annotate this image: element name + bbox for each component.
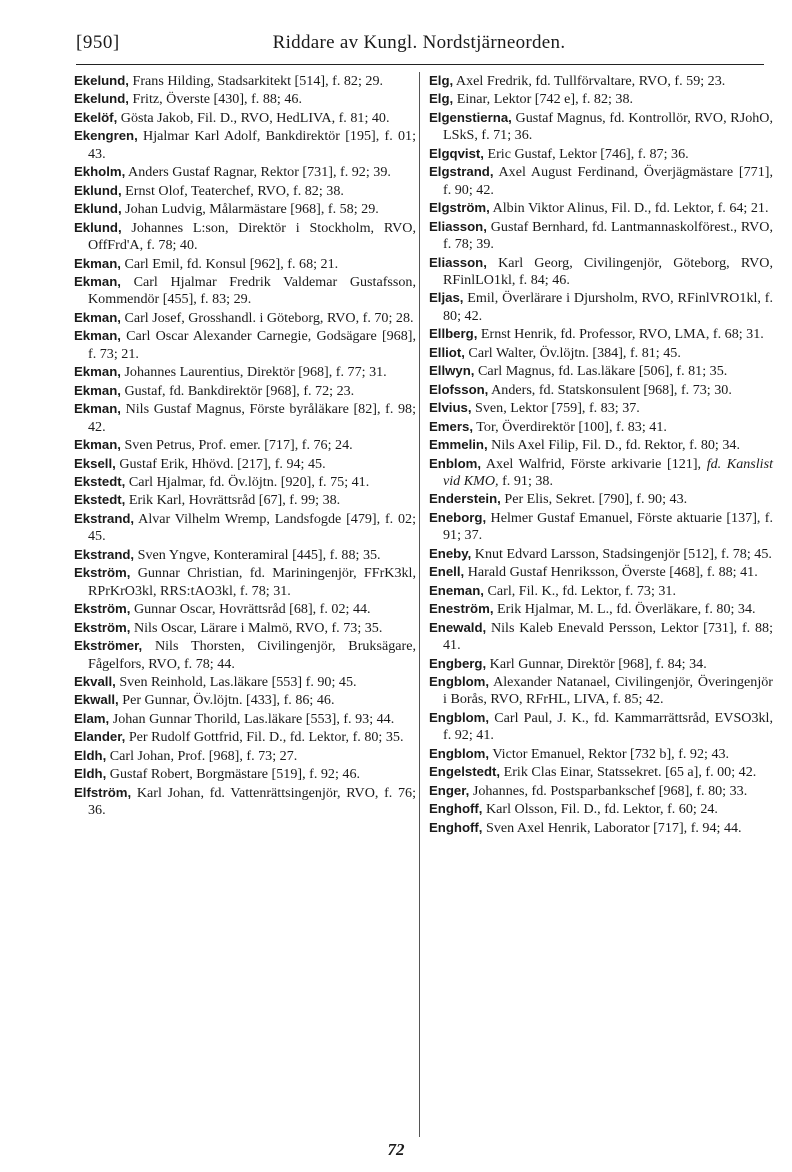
register-entry: [429, 563, 773, 581]
register-entry: [74, 127, 416, 163]
entry-details: Karl Gunnar, Direktör [968], f. 84; 34.: [486, 655, 707, 672]
column-divider: [419, 72, 420, 1137]
entry-surname: Eklund,: [74, 219, 122, 235]
entry-surname: Engberg,: [429, 655, 487, 671]
register-entry: [429, 381, 773, 399]
entry-surname: Ekstedt,: [74, 492, 126, 508]
register-entry: [429, 436, 773, 454]
entry-details: Gösta Jakob, Fil. D., RVO, HedLIVA, f. 81; 40.: [117, 109, 390, 126]
register-entry: [74, 546, 416, 564]
entry-surname: Eldh,: [74, 747, 107, 763]
entry-details: Harald Gustaf Henriksson, Överste [468], f. 88; 41.: [464, 564, 758, 581]
entry-surname: Ekholm,: [74, 164, 126, 180]
entry-details: Carl Josef, Grosshandl. i Göteborg, RVO, f. 70; 28.: [120, 309, 414, 326]
register-entry: [74, 455, 416, 473]
entry-surname: Ekstrand,: [74, 510, 135, 526]
entry-surname: Enblom,: [429, 455, 482, 471]
entry-surname: Eneby,: [429, 545, 472, 561]
entry-surname: Eliasson,: [429, 218, 487, 234]
register-entry: [74, 182, 416, 200]
entry-details: Carl Hjalmar, fd. Öv.löjtn. [920], f. 75; 41.: [125, 473, 370, 490]
entry-surname: Eljas,: [429, 290, 464, 306]
register-entry: [74, 90, 416, 108]
entry-details: Tor, Överdirektör [100], f. 83; 41.: [473, 418, 667, 435]
entry-details: Erik Hjalmar, M. L., fd. Överläkare, f. 80; 34.: [493, 601, 756, 618]
entry-details: Gustaf Robert, Borgmästare [519], f. 92; 46.: [106, 766, 361, 783]
register-entry: [429, 163, 773, 199]
entry-surname: Elgstrand,: [429, 164, 494, 180]
entry-details: Carl Emil, fd. Konsul [962], f. 68; 21.: [120, 255, 339, 272]
entry-surname: Ekengren,: [74, 128, 138, 144]
register-entry: [429, 109, 773, 145]
entry-details: Gustaf Magnus, fd. Kontrollör, RVO, RJohO, LSkS, f. 71; 36.: [443, 109, 773, 144]
entry-details: Sven Petrus, Prof. emer. [717], f. 76; 24.: [120, 437, 353, 454]
entry-surname: Ekelöf,: [74, 109, 118, 125]
entry-details: Johannes Laurentius, Direktör [968], f. 77; 31.: [120, 364, 387, 381]
register-entry: [429, 399, 773, 417]
entry-surname: Elgqvist,: [429, 145, 484, 161]
register-entry: [429, 619, 773, 655]
register-entry: [429, 819, 773, 837]
entry-details: Per Gunnar, Öv.löjtn. [433], f. 86; 46.: [118, 692, 335, 709]
register-entry: [429, 545, 773, 563]
header-rule: [76, 64, 764, 65]
register-entry: [74, 637, 416, 673]
entry-surname: Ekman,: [74, 255, 121, 271]
page-header: [76, 28, 762, 62]
entry-surname: Eliasson,: [429, 254, 487, 270]
entry-surname: Ekman,: [74, 328, 121, 344]
entry-surname: Emmelin,: [429, 437, 488, 453]
entry-details: Ernst Olof, Teaterchef, RVO, f. 82; 38.: [121, 182, 344, 199]
entry-surname: Ekman,: [74, 364, 121, 380]
entry-details: Axel Walfrid, Förste arkivarie [121],: [481, 455, 702, 472]
header-title: Riddare av Kungl. Nordstjärneorden.: [272, 32, 566, 53]
register-entry: [429, 582, 773, 600]
register-entry: [429, 800, 773, 818]
register-entry: [429, 325, 773, 343]
entry-surname: Ekström,: [74, 619, 131, 635]
entry-details: Nils Axel Filip, Fil. D., fd. Rektor, f. 80; 34.: [487, 437, 740, 454]
entry-details-tail: f. 91; 38.: [498, 472, 554, 489]
register-entry: [429, 745, 773, 763]
register-entry: [74, 473, 416, 491]
register-entry: [74, 747, 416, 765]
entry-surname: Ekman,: [74, 437, 121, 453]
entry-details: Axel Fredrik, fd. Tullförvaltare, RVO, f. 59; 23.: [453, 73, 726, 89]
register-entry: [429, 763, 773, 781]
entry-details: Albin Viktor Alinus, Fil. D., fd. Lektor, f. 64; 21.: [489, 200, 769, 217]
entry-details: Alvar Vilhelm Wremp, Landsfogde [479], f. 02; 45.: [88, 510, 416, 545]
register-entry: [74, 784, 416, 820]
entry-details: Ernst Henrik, fd. Professor, RVO, LMA, f. 68; 31.: [477, 326, 764, 343]
entry-details: Carl Johan, Prof. [968], f. 73; 27.: [106, 747, 298, 764]
entry-surname: Ekström,: [74, 601, 131, 617]
entry-surname: Enger,: [429, 782, 470, 798]
entry-details: Nils Gustaf Magnus, Förste byråläkare [82], f. 98; 42.: [88, 401, 416, 435]
register-entry: [74, 691, 416, 709]
register-entry: [74, 72, 416, 90]
entry-details: Hjalmar Karl Adolf, Bankdirektör [195], f. 01; 43.: [88, 128, 416, 162]
entry-surname: Ellberg,: [429, 326, 478, 342]
entry-details: Sven, Lektor [759], f. 83; 37.: [471, 400, 640, 417]
register-entry: [74, 673, 416, 691]
register-entry: [429, 344, 773, 362]
register-entry: [74, 309, 416, 327]
entry-surname: Enderstein,: [429, 491, 501, 507]
entry-surname: Enghoff,: [429, 819, 483, 835]
register-entry: [74, 382, 416, 400]
entry-details: Erik Clas Einar, Statssekret. [65 a], f. 00; 42.: [500, 764, 757, 781]
entry-surname: Ekstedt,: [74, 473, 126, 489]
register-entry: [429, 455, 773, 491]
register-entry: [74, 109, 416, 127]
entry-details: Gunnar Christian, fd. Mariningenjör, FFrK3kl, RPrKrO3kl, RRS:tAO3kl, f. 78; 31.: [88, 565, 416, 599]
entry-details: Gustaf, fd. Bankdirektör [968], f. 72; 23.: [120, 382, 355, 399]
register-entry: [74, 765, 416, 783]
left-column: [74, 72, 416, 820]
entry-surname: Ekström,: [74, 565, 131, 581]
entry-details: Carl, Fil. K., fd. Lektor, f. 73; 31.: [483, 582, 676, 599]
entry-details: Per Elis, Sekret. [790], f. 90; 43.: [500, 491, 688, 508]
entry-surname: Eksell,: [74, 455, 116, 471]
right-column: [429, 72, 773, 837]
entry-details: Johan Ludvig, Målarmästare [968], f. 58; 29.: [121, 201, 379, 218]
register-entry: [74, 200, 416, 218]
register-entry: [429, 218, 773, 254]
entry-surname: Elliot,: [429, 344, 465, 360]
entry-surname: Ekelund,: [74, 73, 129, 88]
entry-details: Knut Edvard Larsson, Stadsingenjör [512], f. 78; 45.: [471, 545, 772, 562]
register-entry: [74, 728, 416, 746]
entry-surname: Elg,: [429, 91, 454, 107]
entry-details: Johannes L:son, Direktör i Stockholm, RVO, OffFrd'A, f. 78; 40.: [88, 219, 416, 254]
entry-surname: Ekstrand,: [74, 546, 135, 562]
header-page-number: [950]: [76, 32, 120, 53]
entry-surname: Ekelund,: [74, 91, 129, 107]
register-entry: [74, 436, 416, 454]
entry-details: Sven Axel Henrik, Laborator [717], f. 94; 44.: [482, 819, 742, 836]
entry-details: Carl Paul, J. K., fd. Kammarrättsråd, EVSO3kl, f. 92; 41.: [443, 709, 773, 744]
entry-details: Per Rudolf Gottfrid, Fil. D., fd. Lektor, f. 80; 35.: [125, 729, 404, 746]
register-entry: [429, 90, 773, 108]
register-entry: [429, 254, 773, 290]
entry-details: Axel August Ferdinand, Överjägmästare [771], f. 90; 42.: [443, 164, 773, 198]
register-entry: [74, 619, 416, 637]
entry-details: Carl Magnus, fd. Las.läkare [506], f. 81; 35.: [474, 363, 728, 380]
entry-details: Karl Georg, Civilingenjör, Göteborg, RVO, RFinlLO1kl, f. 84; 46.: [443, 254, 773, 288]
entry-surname: Eklund,: [74, 182, 122, 198]
entry-details: Sven Yngve, Konteramiral [445], f. 88; 35.: [134, 546, 381, 563]
entry-surname: Enell,: [429, 564, 465, 580]
entry-surname: Elgström,: [429, 200, 490, 216]
register-entry: [74, 219, 416, 255]
entry-details: Erik Karl, Hovrättsråd [67], f. 99; 38.: [125, 492, 341, 509]
entry-surname: Elam,: [74, 710, 110, 726]
entry-details: Johan Gunnar Thorild, Las.läkare [553], f. 93; 44.: [109, 710, 395, 727]
entry-details: Helmer Gustaf Emanuel, Förste aktuarie [137], f. 91; 37.: [443, 509, 773, 544]
entry-details: Carl Hjalmar Fredrik Valdemar Gustafsson, Kommendör [455], f. 83; 29.: [88, 273, 416, 308]
entry-surname: Enewald,: [429, 619, 487, 635]
entry-details: Anders, fd. Statskonsulent [968], f. 73; 30.: [488, 381, 732, 398]
entry-italic-note: fd. Kanslist vid KMO,: [443, 455, 773, 489]
entry-details: Nils Kaleb Enevald Persson, Lektor [731], f. 88; 41.: [443, 619, 773, 654]
register-entry: [74, 710, 416, 728]
register-entry: [74, 255, 416, 273]
entry-details: Carl Oscar Alexander Carnegie, Godsägare [968], f. 73; 21.: [88, 328, 416, 362]
footer-page-number: 72: [387, 1140, 405, 1159]
register-entry: [429, 145, 773, 163]
entry-surname: Ekman,: [74, 382, 121, 398]
register-entry: [429, 362, 773, 380]
register-entry: [74, 363, 416, 381]
register-entry: [429, 490, 773, 508]
entry-details: Carl Walter, Öv.löjtn. [384], f. 81; 45.: [464, 344, 681, 361]
entry-surname: Elander,: [74, 729, 126, 745]
entry-surname: Elg,: [429, 73, 454, 88]
entry-surname: Elofsson,: [429, 381, 489, 397]
entry-surname: Eneborg,: [429, 509, 487, 525]
register-entry: [74, 564, 416, 600]
entry-surname: Ekwall,: [74, 692, 119, 708]
register-entry: [74, 491, 416, 509]
register-entry: [429, 655, 773, 673]
register-entry: [429, 509, 773, 545]
entry-details: Einar, Lektor [742 e], f. 82; 38.: [453, 91, 634, 108]
entry-surname: Elvius,: [429, 400, 472, 416]
entry-details: Gustaf Erik, Hhövd. [217], f. 94; 45.: [115, 455, 326, 472]
register-entry: [74, 327, 416, 363]
entry-surname: Emers,: [429, 418, 473, 434]
entry-surname: Ekman,: [74, 309, 121, 325]
register-entry: [429, 673, 773, 709]
entry-surname: Ellwyn,: [429, 363, 475, 379]
register-entry: [74, 600, 416, 618]
register-entry: [429, 199, 773, 217]
entry-details: Nils Oscar, Lärare i Malmö, RVO, f. 73; 35.: [130, 619, 383, 636]
register-entry: [74, 273, 416, 309]
register-entry: [429, 709, 773, 745]
register-entry: [429, 418, 773, 436]
entry-surname: Ekman,: [74, 401, 121, 417]
entry-details: Anders Gustaf Ragnar, Rektor [731], f. 92; 39.: [125, 164, 391, 181]
entry-surname: Engblom,: [429, 673, 490, 689]
entry-details: Gunnar Oscar, Hovrättsråd [68], f. 02; 44.: [130, 601, 371, 618]
register-entry: [74, 163, 416, 181]
entry-details: Frans Hilding, Stadsarkitekt [514], f. 82; 29.: [128, 73, 384, 89]
entry-details: Emil, Överlärare i Djursholm, RVO, RFinlVRO1kl, f. 80; 42.: [443, 290, 773, 324]
entry-surname: Eneman,: [429, 582, 484, 598]
register-entry: [429, 600, 773, 618]
entry-details: Johannes, fd. Postsparbankschef [968], f. 80; 33.: [469, 782, 748, 799]
entry-surname: Engblom,: [429, 709, 490, 725]
entry-surname: Ekman,: [74, 273, 121, 289]
register-entry: [429, 782, 773, 800]
entry-details: Sven Reinhold, Las.läkare [553] f. 90; 45.: [115, 673, 357, 690]
register-entry: [74, 400, 416, 436]
entry-details: Fritz, Överste [430], f. 88; 46.: [128, 91, 302, 108]
entry-surname: Eneström,: [429, 601, 494, 617]
entry-surname: Ekvall,: [74, 673, 116, 689]
entry-details: Karl Johan, fd. Vattenrättsingenjör, RVO, f. 76; 36.: [88, 784, 416, 819]
entry-details: Gustaf Bernhard, fd. Lantmannaskolförest., RVO, f. 78; 39.: [443, 218, 773, 253]
entry-details: Victor Emanuel, Rektor [732 b], f. 92; 43.: [489, 745, 730, 762]
register-entry: [74, 510, 416, 546]
entry-surname: Ekströmer,: [74, 638, 143, 654]
entry-surname: Eldh,: [74, 766, 107, 782]
entry-surname: Enghoff,: [429, 801, 483, 817]
entry-surname: Elfström,: [74, 784, 132, 800]
register-entry: [429, 289, 773, 325]
entry-details: Nils Thorsten, Civilingenjör, Bruksägare, Fågelfors, RVO, f. 78; 44.: [88, 638, 416, 672]
entry-details: Alexander Natanael, Civilingenjör, Överingenjör i Borås, RVO, RFrHL, LIVA, f. 85; 42.: [443, 673, 773, 708]
entry-surname: Eklund,: [74, 201, 122, 217]
register-entry: [429, 72, 773, 90]
entry-surname: Elgenstierna,: [429, 109, 512, 125]
entry-surname: Engelstedt,: [429, 764, 501, 780]
entry-details: Karl Olsson, Fil. D., fd. Lektor, f. 60; 24.: [482, 801, 718, 818]
entry-surname: Engblom,: [429, 745, 490, 761]
entry-details: Eric Gustaf, Lektor [746], f. 87; 36.: [483, 145, 689, 162]
